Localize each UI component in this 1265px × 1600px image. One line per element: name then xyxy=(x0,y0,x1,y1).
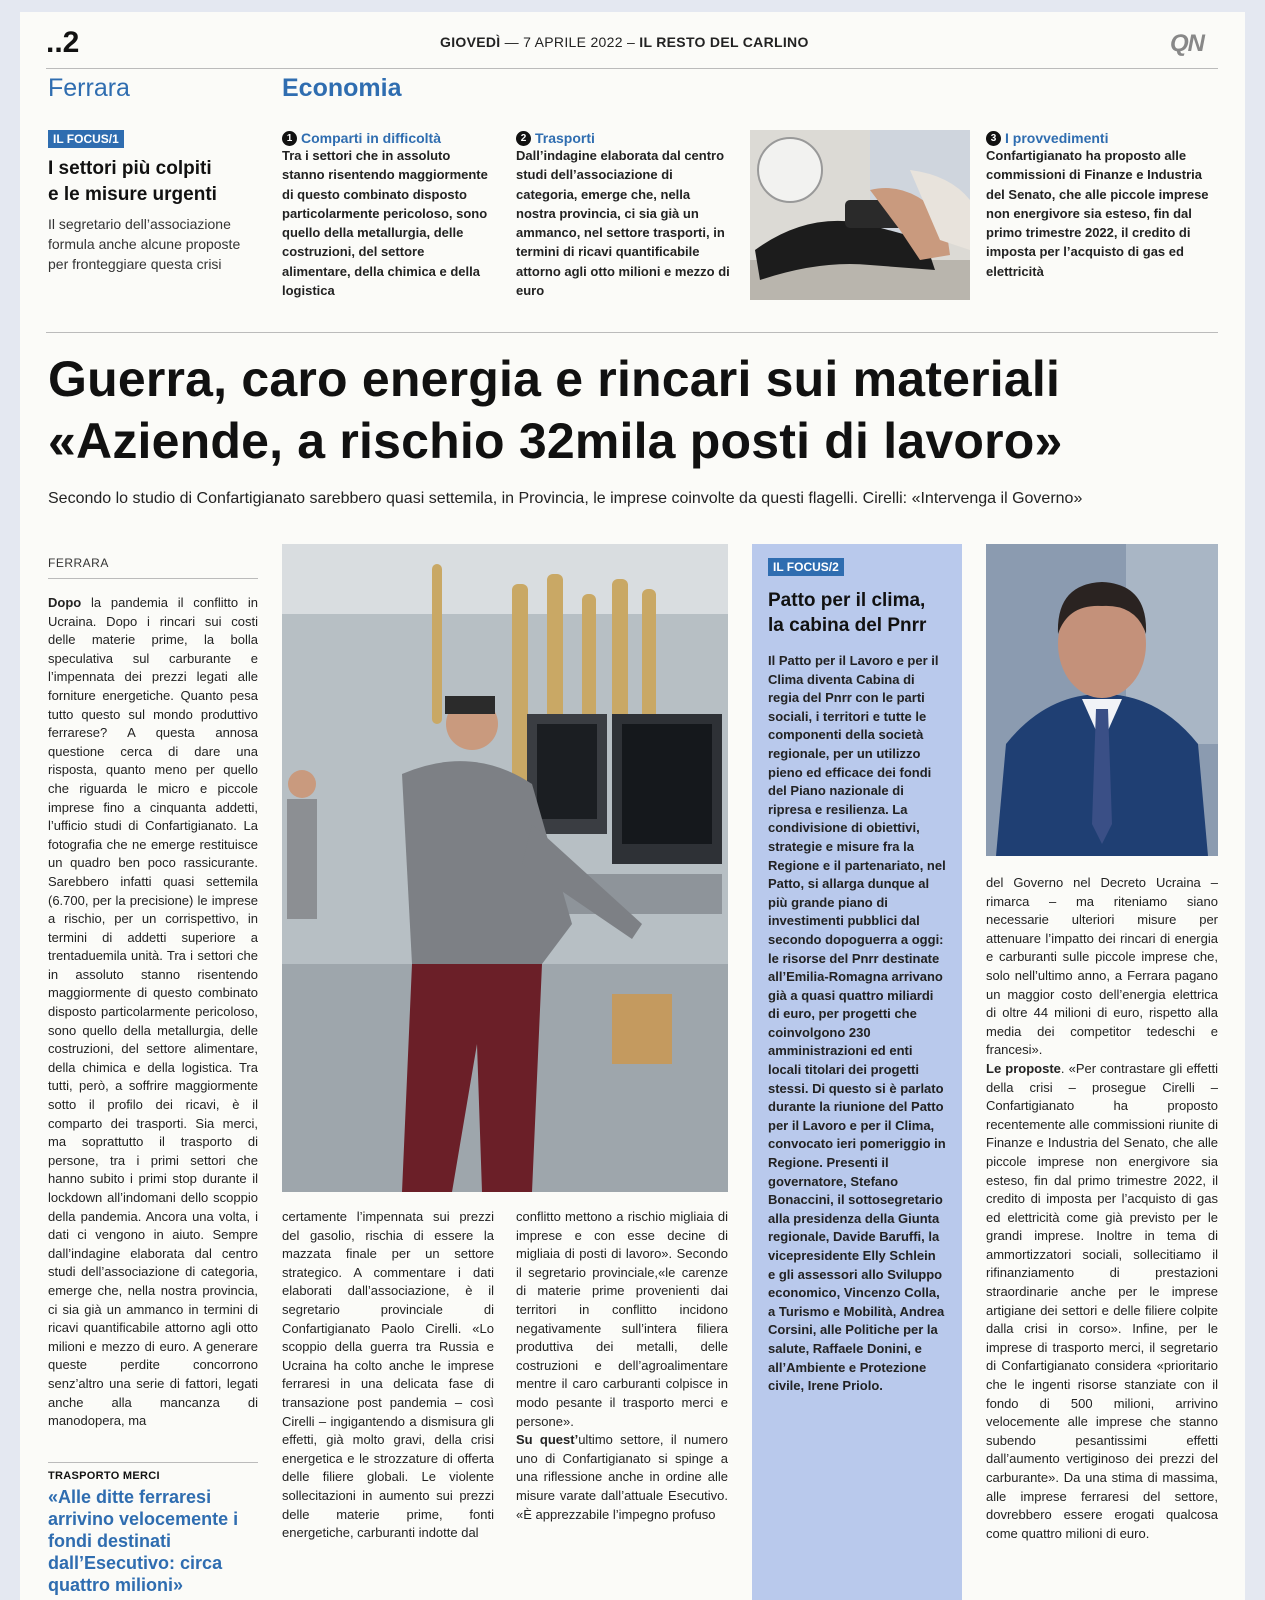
step-number-icon: 2 xyxy=(516,131,531,146)
focus2-text xyxy=(768,652,946,1396)
focus2-body: per il Lavoro e per il Clima diventa Cabina di regia del Pnrr con le parti sociali, i territori e tutte le componenti della società regionale, per un utilizzo pieno ed efficace dei fondi del Piano nazionale di ripresa e resilienza. La condivisione di obiettivi, strategie e misure fra la Regione e il partenariato, nel Patto, si allarga dunque al più grande piano di investimenti pubblici dal secondo dopoguerra a oggi: le risorse del Pnrr destinate all’Emilia-Romagna arrivano già a quasi quattro miliardi di euro, per progetti che coinvolgono 230 amministrazioni ed enti locali titolari dei progetti stessi. Di questo si è parlato durante la riunione del Patto per il Lavoro e per il Clima, convocato ieri pomeriggio in Regione. Presenti il governatore, Stefano Bonaccini, il sottosegretario alla presidenza della Giunta regionale, Davide Baruffi, la vicepresidente Elly Schlein e gli assessori allo Sviluppo economico, Vincenzo Colla, a Turismo e Mobilità, Andrea Corsini, alle Politiche per la salute, Raffaele Donini, e all’Ambiente e Protezione civile, Irene Priolo. xyxy=(768,653,946,1394)
article-col5-text: del Governo nel Decreto Ucraina – rimarca – ma riteniamo siano necessarie ulteriori misure per attenuare l’impatto dei rincari di energia e carburanti sulle piccole imprese che, solo nell’ultimo anno, a Ferrara pagano un maggior costo dell’energia elettrica di oltre 44 milioni di euro, rispetto alla media dei competitor tedeschi e francesi». xyxy=(986,875,1218,1058)
headline-line1: Guerra, caro energia e rincari sui materiali xyxy=(48,351,1061,407)
article-column-1 xyxy=(48,594,258,1600)
focus2-title xyxy=(768,588,946,638)
step-3 xyxy=(986,130,1218,281)
city-label: Ferrara xyxy=(48,74,130,102)
article-col3-lead: Su quest’ xyxy=(516,1432,579,1448)
step-number-icon: 3 xyxy=(986,131,1001,146)
step-number-icon: 1 xyxy=(282,131,297,146)
step-title: Comparti in difficoltà xyxy=(301,130,441,146)
focus2-box xyxy=(752,544,962,1600)
portrait-illustration xyxy=(986,544,1218,856)
newspaper-name: IL RESTO DEL CARLINO xyxy=(639,34,809,50)
article-column-3 xyxy=(516,1208,728,1593)
quote-rule xyxy=(48,1462,258,1463)
weekday: GIOVEDÌ xyxy=(440,34,501,50)
article-col3-text: conflitto mettono a rischio migliaia di imprese e con esse decine di migliaia di posti di lavoro». Secondo il segretario provinciale,«le carenze di materie prime provenienti dai territori in conflitto incidono negativamente sull’intera filiera produttiva dei metalli, delle costruzioni e dell’agroalimentare mentre il caro carburanti colpisce in modo pesante il trasporto merci e persone». xyxy=(516,1209,728,1429)
article-col3-text-2: ultimo settore, il numero uno di Confartigianato si spinge a una riflessione anche in ordine alle misure varate dall’attuale Esecutivo. «È apprezzabile l’impegno profuso xyxy=(516,1432,728,1522)
step-1 xyxy=(282,130,488,300)
focus2-lead: Il Patto xyxy=(768,653,812,668)
focus-rule xyxy=(46,332,1218,333)
section-label: Economia xyxy=(282,74,402,102)
focus2-badge: IL FOCUS/2 xyxy=(768,558,844,576)
article-lead-word: Dopo xyxy=(48,595,82,610)
article-column-5 xyxy=(986,874,1218,1600)
fuel-nozzle-photo xyxy=(750,130,970,300)
newspaper-page xyxy=(20,12,1245,1600)
step-text: Tra i settori che in assoluto stanno risentendo maggiormente di questo combinato disposto particolarmente pericoloso, sono quello della metallurgia, delle costruzioni, del settore alimentare, della chimica e della logistica xyxy=(282,148,488,299)
article-col5-text-2: . «Per contrastare gli effetti della crisi – prosegue Cirelli – Confartigianato ha proposto recentemente alle commissioni riunite di Finanze e Industria del Senato, che alle piccole imprese non energivore sia esteso, fin dal primo trimestre 2022, il credito di imposta per l’acquisto di gas ed elettricità come già previsto per le grandi imprese. Inoltre in tema di ammortizzatori sociali, sollecitiamo il rifinanziamento di prestazioni straordinarie anche per le imprese artigiane dei settori e delle filiere colpite dalla crisi in corso». Infine, per le imprese di trasporto merci, il segretario di Confartigianato considera «prioritario che le ingenti risorse stanziate con il fondo di 500 milioni, arrivino velocemente alle imprese che stanno subendo pesantissimi effetti dall’aumento vertiginoso dei prezzi del carburante». Da una stima di massima, alle imprese ferraresi del settore, dovrebbero essere erogati qualcosa come quattro milioni di euro. xyxy=(986,1060,1218,1541)
focus1-title-line2: e le misure urgenti xyxy=(48,184,217,205)
focus2-title-line2: la cabina del Pnrr xyxy=(768,615,927,636)
focus1-badge: IL FOCUS/1 xyxy=(48,130,124,148)
focus1-intro: Il segretario dell’associazione formula anche alcune proposte per fronteggiare questa crisi xyxy=(48,216,241,272)
dateline-rule xyxy=(48,578,258,579)
step-title: Trasporti xyxy=(535,130,595,146)
sidebar-quote-text: «Alle ditte ferraresi arrivino velocemente i fondi destinati dall’Esecutivo: circa quattro milioni» xyxy=(48,1487,239,1595)
subheadline: Secondo lo studio di Confartigianato sarebbero quasi settemila, in Provincia, le imprese coinvolte da questi flagelli. Cirelli: «Intervenga il Governo» xyxy=(48,490,1083,507)
top-rule xyxy=(46,68,1218,69)
issue-date: 7 APRILE 2022 xyxy=(523,34,623,50)
qn-logo: QN xyxy=(1170,30,1204,57)
factory-worker-photo xyxy=(282,544,728,1192)
step-title: I provvedimenti xyxy=(1005,130,1109,146)
article-column-2: certamente l’impennata sui prezzi del gasolio, rischia di essere la mazzata finale per un settore strategico. A commentare i dati elaborati dall’associazione, è il segretario provinciale di Confartigianato Paolo Cirelli. «Lo scoppio della guerra tra Russia e Ucraina ha colto anche le imprese ferraresi in una delicata fase di transazione post pandemia – così Cirelli – ingigantendo a dismisura gli effetti, già molto gravi, della crisi energetica e le strozzature di offerta delle filiere globali. Le violente sollecitazioni in aumento sui prezzi delle materie prime, fonti energetiche, carburanti indotte dal xyxy=(282,1209,494,1541)
step-text: Dall’indagine elaborata dal centro studi dell’associazione di categoria, emerge che, nella nostra provincia, ci sia già un ammanco, nel settore trasporti, in termini di ricavi quantificabile attorno agli otto milioni e mezzo di euro xyxy=(516,148,730,299)
headline-line2: «Aziende, a rischio 32mila posti di lavoro» xyxy=(48,413,1063,469)
factory-worker-illustration xyxy=(282,544,728,1192)
portrait-photo xyxy=(986,544,1218,856)
focus2-title-line1: Patto per il clima, xyxy=(768,590,926,611)
step-2 xyxy=(516,130,730,300)
article-col5-lead: Le proposte xyxy=(986,1060,1061,1076)
fuel-nozzle-illustration xyxy=(750,130,970,300)
page-number: ..2 xyxy=(46,26,80,59)
focus1-title xyxy=(48,156,263,208)
focus1-title-line1: I settori più colpiti xyxy=(48,158,212,179)
focus1-block xyxy=(48,130,263,274)
step-text: Confartigianato ha proposto alle commissioni di Finanze e Industria del Senato, che alle piccole imprese non energivore sia esteso, fin dal primo trimestre 2022, il credito di imposta per l’acquisto di gas ed elettricità xyxy=(986,148,1209,279)
dateline-bar: GIOVEDÌ — 7 APRILE 2022 – IL RESTO DEL CARLINO xyxy=(440,34,809,50)
article-col1-text: la pandemia il conflitto in Ucraina. Dopo i rincari sui costi delle materie prime, la bolla speculativa sul carburante e l’impennata dei prezzi legati alle forniture energetiche. Quanto pesa tutto questo sul mondo produttivo ferrarese? A questa annosa questione cerca di dare una risposta, quanto meno per quello che riguarda le micro e piccole imprese fino a cinquanta addetti, l’ufficio studi di Confartigianato. La fotografia che ne emerge restituisce un quadro ben poco rassicurante. Sarebbero infatti quasi settemila (6.700, per la precisione) le imprese a rischio, per un corrispettivo, in termini di addetti superiore a trentaduemila unità. Tra i settori che in assoluto stanno risentendo maggiormente di questo combinato disposto particolarmente pericoloso, sono quello della metallurgia, delle costruzioni, del settore alimentare, della chimica e della logistica. Tra tutti, però, a soffrire maggiormente sotto il profilo dei ricavi, è il comparto dei trasporti. Sia merci, ma soprattutto il trasporto di persone, tra i primi settori che hanno subito i primi stop durante il lockdown all’indomani dello scoppio della pandemia. Ancora una volta, i dati ci vengono in aiuto. Sempre dall’indagine elaborata dal centro studi dell’associazione di categoria, emerge che, nella nostra provincia, ci sia già un ammanco in termini di ricavi quantificabile attorno agli otto milioni e mezzo di euro. A generare queste perdite concorrono senz’altro una serie di fattori, legati anche alla mancanza di manodopera, ma xyxy=(48,595,258,1429)
main-headline xyxy=(48,348,1218,472)
article-dateline: FERRARA xyxy=(48,556,109,570)
sidebar-quote-label: TRASPORTO MERCI xyxy=(48,1470,160,1482)
sidebar-quote xyxy=(48,1470,263,1596)
